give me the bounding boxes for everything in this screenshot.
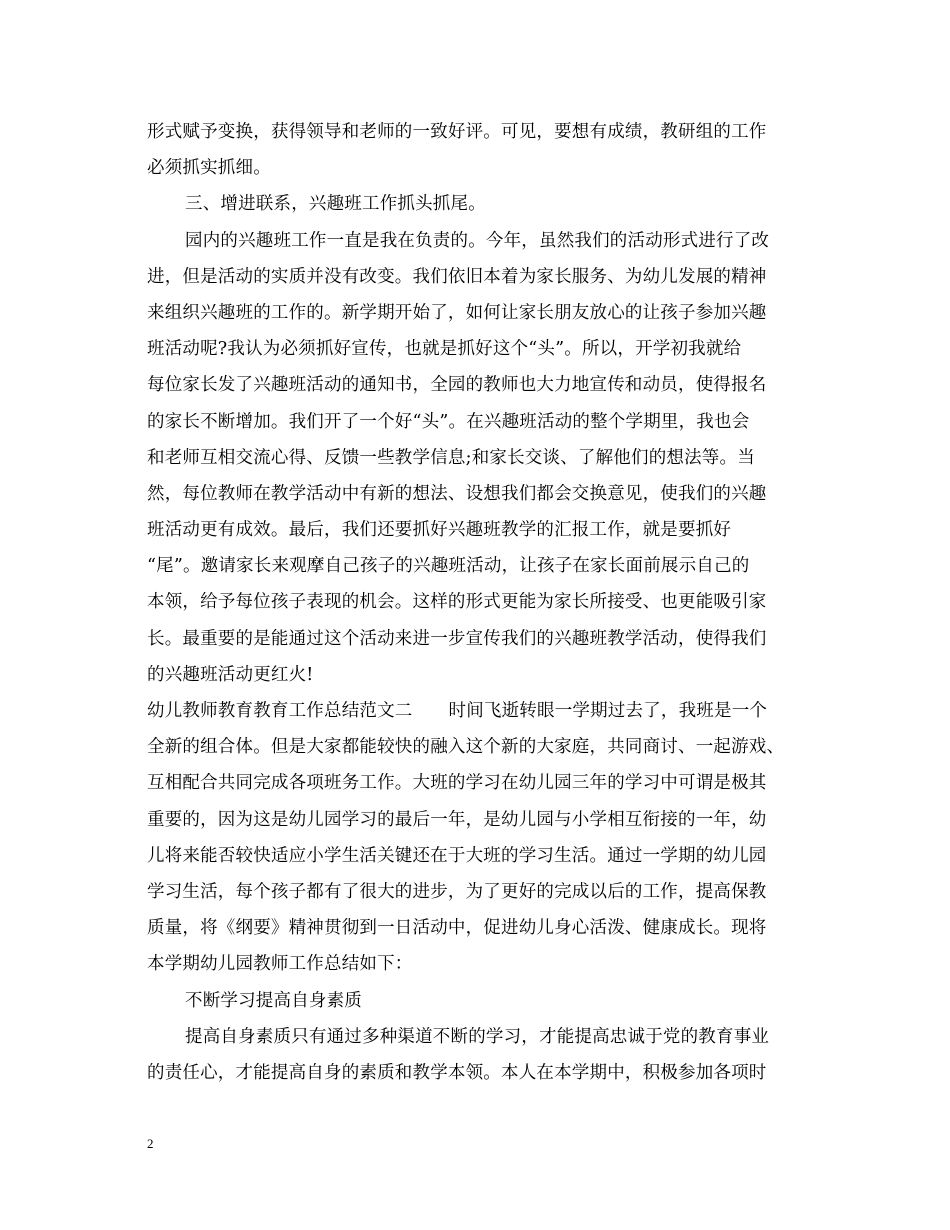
paragraph-line: 形式赋予变换，获得领导和老师的一致好评。可见，要想有成绩，教研组的工作 (147, 122, 767, 142)
paragraph-line: 的责任心，才能提高自身的素质和教学本领。本人在本学期中，积极参加各项时 (147, 1062, 767, 1083)
paragraph-line: 学习生活，每个孩子都有了很大的进步，为了更好的完成以后的工作，提高保教 (147, 881, 767, 902)
paragraph-line: “尾”。邀请家长来观摩自己孩子的兴趣班活动，让孩子在家长面前展示自己的 (147, 556, 750, 577)
paragraph-line: 本领，给予每位孩子表现的机会。这样的形式更能为家长所接受、也更能吸引家 (147, 592, 767, 613)
paragraph-line: 长。最重要的是能通过这个活动来进一步宣传我们的兴趣班教学活动，使得我们 (147, 628, 767, 649)
paragraph-line: 必须抓实抓细。 (147, 158, 271, 179)
page-number: 2 (147, 1136, 154, 1151)
paragraph-line: 和老师互相交流心得、反馈一些教学信息;和家长交谈、了解他们的想法等。当 (147, 447, 755, 468)
paragraph-line: 的家长不断增加。我们开了一个好“头”。在兴趣班活动的整个学期里，我也会 (147, 411, 750, 432)
paragraph-line: 每位家长发了兴趣班活动的通知书，全园的教师也大力地宣传和动员，使得报名 (147, 375, 767, 396)
paragraph-line: 全新的组合体。但是大家都能较快的融入这个新的大家庭，共同商讨、一起游戏、 (147, 737, 785, 758)
paragraph-line: 本学期幼儿园教师工作总结如下： (147, 954, 413, 975)
paragraph-line: 提高自身素质只有通过多种渠道不断的学习，才能提高忠诚于党的教育事业 (185, 1026, 770, 1047)
paragraph-line: 儿将来能否较快适应小学生活关键还在于大班的学习生活。通过一学期的幼儿园 (147, 845, 767, 866)
section-heading: 不断学习提高自身素质 (185, 990, 362, 1011)
article-intro-text: 时间飞逝转眼一学期过去了，我班是一个 (448, 701, 768, 721)
section-heading: 三、增进联系，兴趣班工作抓头抓尾。 (185, 194, 486, 215)
paragraph-line: 然，每位教师在教学活动中有新的想法、设想我们都会交换意见，使我们的兴趣 (147, 483, 767, 504)
paragraph-line: 进，但是活动的实质并没有改变。我们依旧本着为家长服务、为幼儿发展的精神 (147, 266, 767, 287)
paragraph-line: 班活动呢?我认为必须抓好宣传，也就是抓好这个“头”。所以，开学初我就给 (147, 339, 742, 360)
paragraph-line: 班活动更有成效。最后，我们还要抓好兴趣班教学的汇报工作，就是要抓好 (147, 520, 732, 541)
paragraph-line: 互相配合共同完成各项班务工作。大班的学习在幼儿园三年的学习中可谓是极其 (147, 773, 767, 794)
body-text (147, 114, 807, 1091)
paragraph-line: 来组织兴趣班的工作的。新学期开始了，如何让家长朋友放心的让孩子参加兴趣 (147, 302, 767, 323)
paragraph-line: 质量，将《纲要》精神贯彻到一日活动中，促进幼儿身心活泼、健康成长。现将 (147, 918, 767, 939)
article-heading-line (147, 693, 807, 729)
paragraph-line: 的兴趣班活动更红火! (147, 664, 314, 685)
article-title: 幼儿教师教育教育工作总结范文二 (147, 701, 413, 721)
paragraph-line: 园内的兴趣班工作一直是我在负责的。今年，虽然我们的活动形式进行了改 (185, 230, 770, 251)
paragraph-line: 重要的，因为这是幼儿园学习的最后一年，是幼儿园与小学相互衔接的一年，幼 (147, 809, 767, 830)
